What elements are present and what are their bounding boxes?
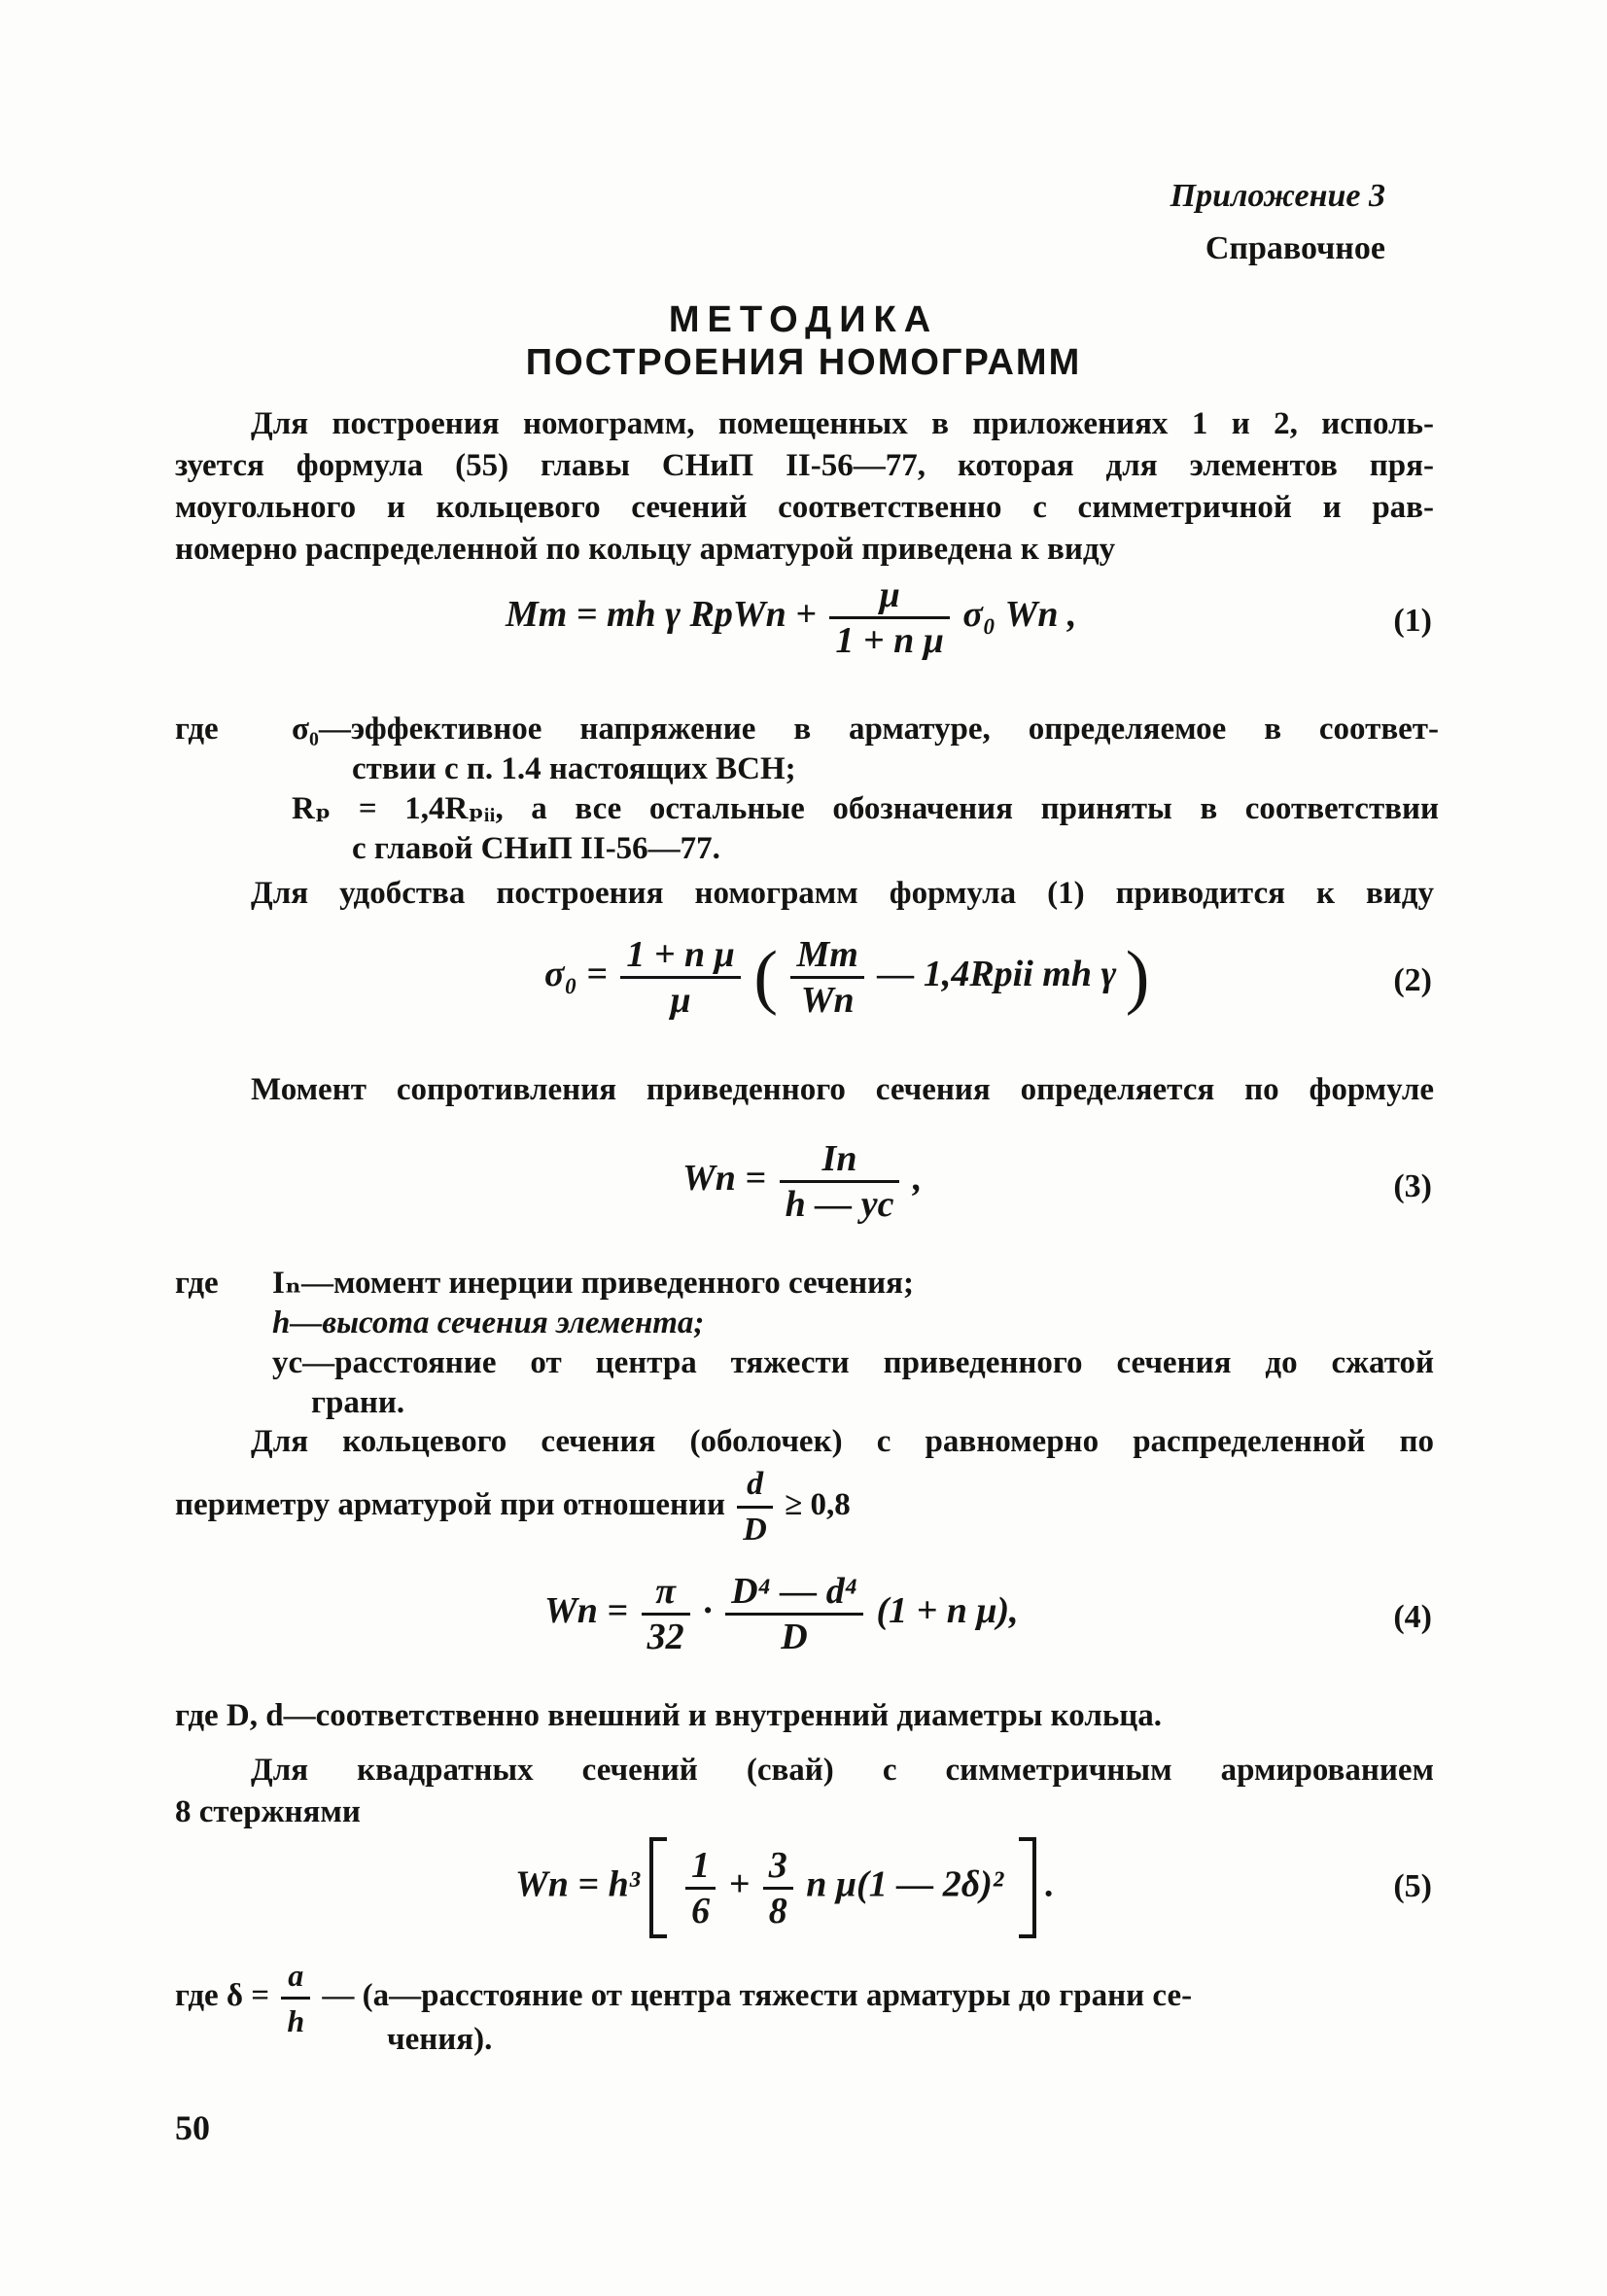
def-h: h—высота сечения элемента; — [272, 1305, 705, 1340]
eq5-fraction-1 — [685, 1844, 716, 1932]
delta-definition-cont: чения). — [387, 2022, 493, 2057]
ring-diameter-definition: где D, d—соответственно внешний и внутренний диаметры кольца. — [175, 1698, 1163, 1733]
eq5-frac1-num: 1 — [685, 1844, 716, 1890]
eq5-right-bracket — [1019, 1837, 1036, 1938]
eq3-lhs: Wп = — [682, 1158, 767, 1200]
intro-line: Для построения номограмм, помещенных в приложениях 1 и 2, исполь- — [251, 406, 1434, 441]
eq4-fraction-2 — [725, 1570, 863, 1658]
eq4-frac2-num: D⁴ — d⁴ — [725, 1570, 863, 1616]
eq5-lhs: Wп = h³ — [515, 1863, 641, 1905]
equation-1-number: (1) — [1393, 603, 1432, 639]
delta-definition — [175, 1954, 1434, 2042]
def-rp-cont: с главой СНиП II-56—77. — [352, 831, 720, 866]
intro-paragraph — [175, 403, 1434, 571]
equation-5-number: (5) — [1393, 1868, 1432, 1904]
eq4-dot: · — [703, 1590, 713, 1632]
eq5-plus: + — [728, 1863, 751, 1905]
intro-line: моугольного и кольцевого сечений соответственно с симметричной и рав- — [175, 490, 1434, 525]
eq1-fraction — [829, 574, 949, 662]
eq2-inner-num: Mт — [790, 933, 863, 979]
eq5-left-bracket — [649, 1837, 667, 1938]
delta-where: где δ = — [175, 1978, 270, 2014]
eq2-rhs: — 1,4Rpii mh γ — [877, 954, 1117, 995]
ring-paragraph — [175, 1421, 1434, 1551]
eq4-frac1-num: π — [642, 1570, 690, 1616]
equation-3-number: (3) — [1393, 1168, 1432, 1204]
eq4-rhs: (1 + n μ), — [876, 1590, 1019, 1632]
where-label: где — [175, 712, 219, 747]
delta-fraction — [281, 1954, 310, 2042]
definitions-block-1 — [292, 710, 1439, 869]
def-sigma: σ₀—эффективное напряжение в арматуре, определяемое в соответ- — [292, 712, 1439, 747]
equation-2-number: (2) — [1393, 962, 1432, 998]
ratio-fraction — [737, 1463, 773, 1551]
equation-5 — [515, 1837, 1055, 1938]
equation-3 — [682, 1137, 922, 1226]
delta-frac-num: a — [281, 1954, 310, 2000]
convert-paragraph: Для удобства построения номограмм формула (1) приводится к виду — [251, 876, 1434, 911]
equation-1 — [506, 574, 1077, 662]
eq1-frac-num: μ — [829, 574, 949, 619]
square-line: Для квадратных сечений (свай) с симметричным армированием — [251, 1753, 1434, 1788]
def-sigma-cont: ствии с п. 1.4 настоящих ВСН; — [352, 751, 796, 786]
definitions-block-2 — [272, 1264, 1434, 1423]
eq3-fraction — [780, 1137, 900, 1226]
delta-frac-den: h — [287, 2003, 305, 2038]
square-line: 8 стержнями — [175, 1794, 361, 1829]
eq4-fraction-1 — [642, 1570, 690, 1658]
eq4-lhs: Wп = — [544, 1590, 629, 1632]
ratio-num: d — [737, 1463, 773, 1509]
delta-text: — (a—расстояние от центра тяжести арматуры до грани се- — [322, 1978, 1193, 2014]
ring-line-text: периметру арматурой при отношении — [175, 1487, 726, 1523]
square-paragraph — [175, 1750, 1434, 1833]
eq4-frac2-den: D — [781, 1617, 808, 1657]
eq3-rhs: , — [912, 1158, 923, 1200]
page-number: 50 — [175, 2108, 210, 2147]
def-rp: Rₚ = 1,4Rₚᵢᵢ, а все остальные обозначения приняты в соответствии — [292, 791, 1439, 826]
intro-line: зуется формула (55) главы СНиП II-56—77, которая для элементов пря- — [175, 448, 1434, 483]
equation-4-number: (4) — [1393, 1599, 1432, 1635]
ring-line-2 — [175, 1463, 1434, 1551]
eq5-rhs: n μ(1 — 2δ)² — [806, 1863, 1004, 1905]
where-label-2: где — [175, 1266, 219, 1301]
eq5-fraction-2 — [763, 1844, 793, 1932]
eq5-frac2-num: 3 — [763, 1844, 793, 1890]
eq2-right-paren: ) — [1125, 937, 1150, 1017]
intro-line: номерно распределенной по кольцу арматурой приведена к виду — [175, 532, 1116, 567]
eq1-rhs: σ₀ Wп , — [962, 594, 1077, 636]
equation-2 — [544, 933, 1149, 1022]
eq5-frac2-den: 8 — [768, 1890, 787, 1931]
eq2-fraction — [620, 933, 740, 1022]
def-yc: yc—расстояние от центра тяжести приведенного сечения до сжатой — [272, 1345, 1434, 1380]
ratio-den: D — [743, 1512, 767, 1548]
eq5-end: . — [1045, 1863, 1055, 1905]
def-in: Iₙ—момент инерции приведенного сечения; — [272, 1266, 914, 1301]
eq4-frac1-den: 32 — [646, 1617, 684, 1657]
eq1-lhs: Mт = mh γ RpWп + — [506, 594, 817, 636]
page-title: МЕТОДИКА — [668, 299, 939, 340]
eq2-inner-fraction — [790, 933, 863, 1022]
eq3-frac-den: h — yc — [785, 1184, 894, 1225]
eq5-frac1-den: 6 — [691, 1890, 711, 1931]
eq2-inner-den: Wп — [800, 980, 855, 1021]
eq2-frac-num: 1 + n μ — [620, 933, 740, 979]
page-subtitle: ПОСТРОЕНИЯ НОМОГРАММ — [525, 342, 1082, 383]
ring-line: Для кольцевого сечения (оболочек) с равномерно распределенной по — [251, 1424, 1434, 1459]
moment-paragraph: Момент сопротивления приведенного сечения определяется по формуле — [251, 1072, 1434, 1107]
eq3-frac-num: Iп — [780, 1137, 900, 1183]
reference-label: Справочное — [1205, 230, 1385, 266]
eq1-frac-den: 1 + n μ — [835, 620, 944, 661]
def-yc-cont: грани. — [311, 1385, 405, 1420]
eq2-lhs: σ₀ = — [544, 954, 608, 995]
appendix-label: Приложение 3 — [1170, 178, 1385, 214]
eq2-left-paren: ( — [753, 937, 778, 1017]
ratio-value: ≥ 0,8 — [785, 1487, 851, 1523]
equation-4 — [544, 1570, 1019, 1658]
eq2-frac-den: μ — [670, 980, 691, 1021]
